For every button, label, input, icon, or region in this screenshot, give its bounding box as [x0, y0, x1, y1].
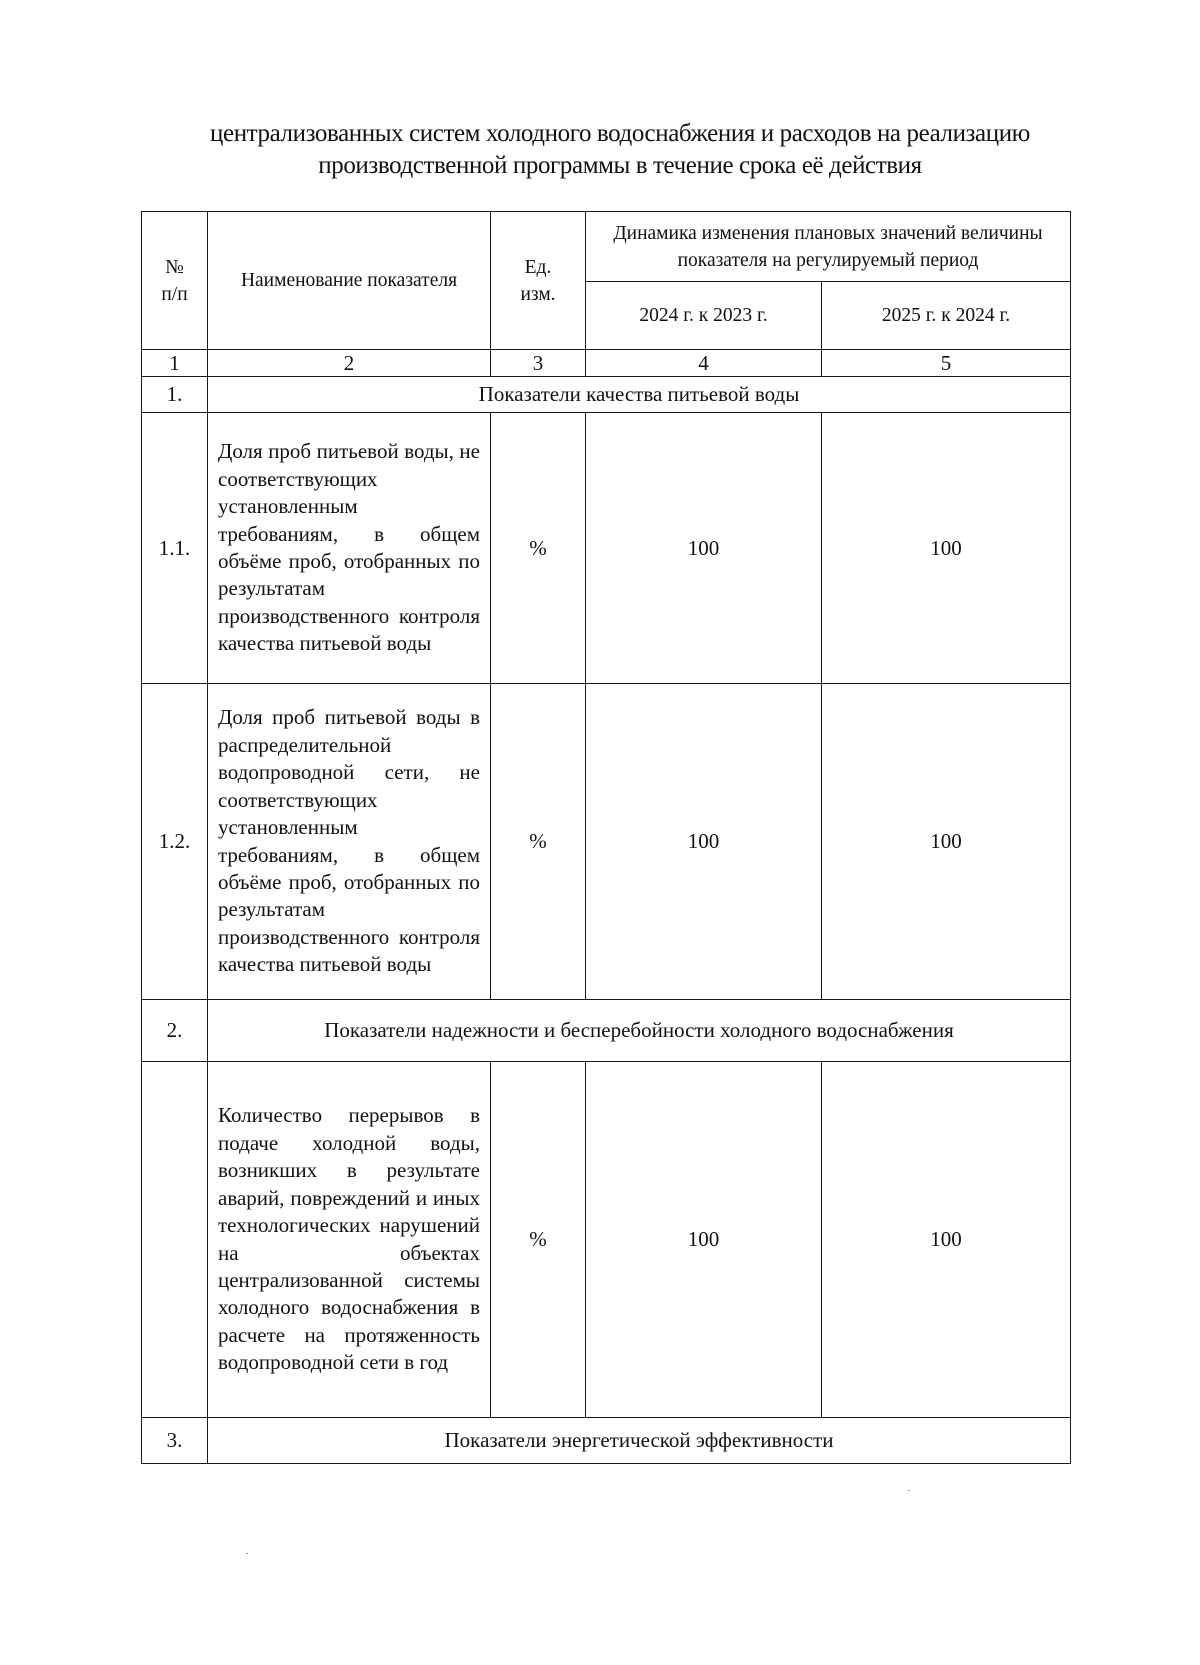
title-line-1: централизованных систем холодного водоснабжения и расходов на реализацию — [210, 120, 1030, 147]
row-number — [142, 1062, 208, 1418]
row-number: 1.1. — [142, 413, 208, 684]
scan-speck — [246, 1553, 248, 1554]
column-number: 4 — [586, 350, 822, 377]
section-row — [142, 1000, 1071, 1062]
header-dynamics: Динамика изменения плановых значений величины показателя на регулируемый период — [586, 212, 1071, 282]
section-number: 2. — [142, 1000, 208, 1062]
header-period-2024: 2024 г. к 2023 г. — [586, 282, 822, 350]
unit-cell: % — [491, 413, 586, 684]
value-2024: 100 — [586, 413, 822, 684]
scan-speck — [908, 1490, 910, 1491]
row-number: 1.2. — [142, 684, 208, 1000]
header-period-2025: 2025 г. к 2024 г. — [822, 282, 1071, 350]
column-number: 1 — [142, 350, 208, 377]
section-number: 1. — [142, 377, 208, 413]
table-row — [142, 413, 1071, 684]
header-num: № п/п — [142, 212, 208, 350]
column-number: 2 — [208, 350, 491, 377]
value-2025: 100 — [822, 413, 1071, 684]
header-unit: Ед. изм. — [491, 212, 586, 350]
document-title — [140, 118, 1100, 182]
column-number: 5 — [822, 350, 1071, 377]
title-line-2: производственной программы в течение срока её действия — [318, 152, 922, 179]
indicator-name: Количество перерывов в подаче холодной воды, возникших в результате аварий, повреждений и иных технологических нарушений на объектах централизованной системы холодного водоснабжения в расчете на протяженность водопроводной сети в год — [208, 1062, 491, 1418]
section-number: 3. — [142, 1418, 208, 1464]
table-row — [142, 684, 1071, 1000]
unit-cell: % — [491, 1062, 586, 1418]
value-2024: 100 — [586, 684, 822, 1000]
section-title: Показатели энергетической эффективности — [208, 1418, 1071, 1464]
value-2025: 100 — [822, 1062, 1071, 1418]
section-row — [142, 377, 1071, 413]
indicator-name: Доля проб питьевой воды в распределительной водопроводной сети, не соответствующих установленным требованиям, в общем объёме проб, отобранных по результатам производственного контроля качества питьевой воды — [208, 684, 491, 1000]
section-title: Показатели надежности и бесперебойности холодного водоснабжения — [208, 1000, 1071, 1062]
unit-cell: % — [491, 684, 586, 1000]
value-2024: 100 — [586, 1062, 822, 1418]
indicator-name: Доля проб питьевой воды, не соответствующих установленным требованиям, в общем объёме проб, отобранных по результатам производственного контроля качества питьевой воды — [208, 413, 491, 684]
header-row-1 — [142, 212, 1071, 282]
value-2025: 100 — [822, 684, 1071, 1000]
section-title: Показатели качества питьевой воды — [208, 377, 1071, 413]
column-numbers-row — [142, 350, 1071, 377]
indicators-table — [141, 211, 1071, 1464]
column-number: 3 — [491, 350, 586, 377]
table-row — [142, 1062, 1071, 1418]
header-name: Наименование показателя — [208, 212, 491, 350]
section-row — [142, 1418, 1071, 1464]
